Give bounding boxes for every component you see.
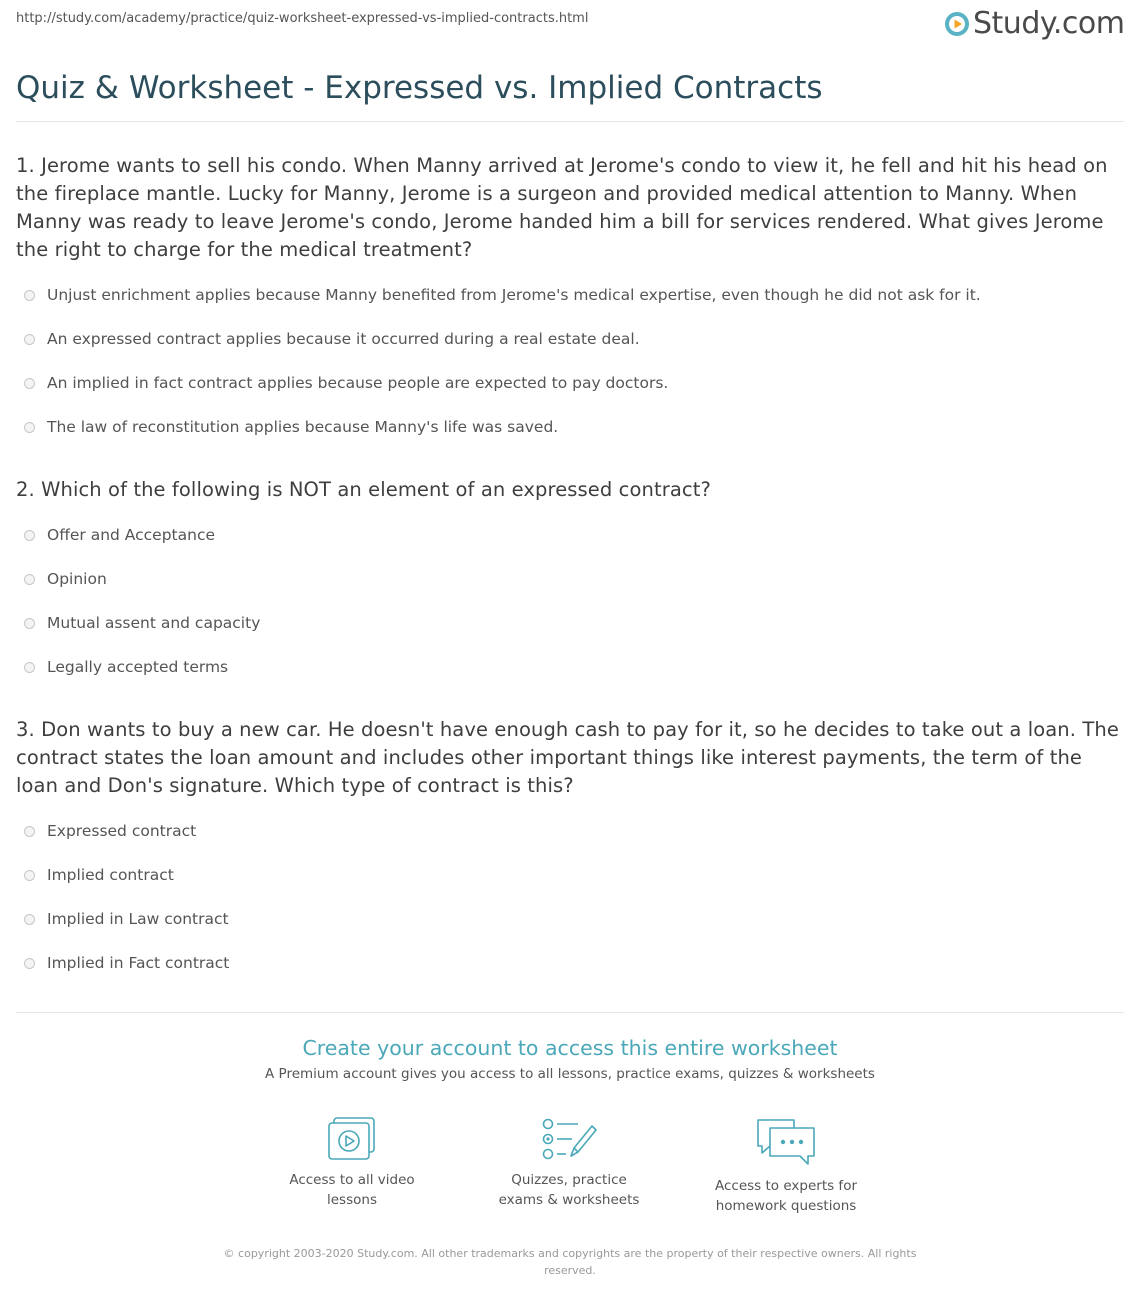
- play-logo-icon: [944, 11, 970, 37]
- radio-button[interactable]: [24, 334, 35, 345]
- chat-bubbles-icon: [754, 1116, 818, 1168]
- create-account-link[interactable]: Create your account to access this entire worksheet: [302, 1036, 838, 1060]
- radio-button[interactable]: [24, 914, 35, 925]
- page-title: Quiz & Worksheet - Expressed vs. Implied Contracts: [16, 70, 823, 106]
- cta-divider: [16, 1012, 1124, 1013]
- question-2: 2. Which of the following is NOT an element of an expressed contract?: [16, 478, 711, 501]
- quiz-checklist-icon: [540, 1116, 598, 1162]
- page-url: http://study.com/academy/practice/quiz-worksheet-expressed-vs-implied-contracts.html: [16, 11, 589, 26]
- radio-button[interactable]: [24, 826, 35, 837]
- radio-button[interactable]: [24, 662, 35, 673]
- feature-quizzes-label: Quizzes, practice exams & worksheets: [498, 1172, 640, 1208]
- title-divider: [16, 121, 1124, 122]
- copyright-notice: © copyright 2003-2020 Study.com. All other trademarks and copyrights are the property of their respective owners. All rights reserved.: [223, 1247, 917, 1277]
- feature-video-lessons: [247, 1116, 457, 1210]
- feature-video-lessons-label: Access to all video lessons: [289, 1172, 415, 1208]
- radio-button[interactable]: [24, 870, 35, 881]
- question-3: 3. Don wants to buy a new car. He doesn't have enough cash to pay for it, so he decides to take out a loan. The contract states the loan amount and includes other important things like interest payments, the term of the loan and Don's signature. Which type of contract is this?: [16, 718, 1119, 797]
- video-lessons-icon: [326, 1116, 378, 1162]
- cta-subtitle: A Premium account gives you access to all lessons, practice exams, quizzes & worksheets: [265, 1066, 875, 1082]
- feature-quizzes: [464, 1116, 674, 1210]
- feature-experts: [681, 1116, 891, 1216]
- question-1: 1. Jerome wants to sell his condo. When Manny arrived at Jerome's condo to view it, he fell and hit his head on the fireplace mantle. Lucky for Manny, Jerome is a surgeon and provided medical attention to Manny. When Manny was ready to leave Jerome's condo, Jerome handed him a bill for services rendered. What gives Jerome the right to charge for the medical treatment?: [16, 154, 1108, 261]
- radio-button[interactable]: [24, 290, 35, 301]
- radio-button[interactable]: [24, 618, 35, 629]
- worksheet-page: http://study.com/academy/practice/quiz-worksheet-expressed-vs-implied-contracts.html Study.com Quiz & Worksheet - Expressed vs. Implied Contracts 1. Jerome wants to sell his condo. When Manny arrived at Jerome's condo to view it, he fell and hit his head on the fireplace mantle. Lucky for Manny, Jerome is a surgeon and provided medical attention to Manny. When Manny was ready to leave Jerome's condo, Jerome handed him a bill for services rendered. What gives Jerome the right to charge for the medical treatment? Unjust enrichment applies because Manny benefited from Jerome's medical expertise, even though he did not ask for it. An expressed contract applies because it occurred during a real estate deal. An implied in fact contract applies because people are expected to pay doctors. The law of reconstitution applies because Manny's life was saved. 2. Which of the following is NOT an element of an expressed contract? Offer and Acceptance Opinion Mutual assent and capacity Legally accepted terms 3. Don wants to buy a new car. He doesn't have enough cash to pay for it, so he decides to take out a loan. The contract states the loan amount and includes other important things like interest payments, the term of the loan and Don's signature. Which type of contract is this? Expressed contract Implied contract Implied in Law contract Implied in Fact contract Create your account to access this entire worksheet A Premium account gives you access to all lessons, practice exams, quizzes & worksheets Access to all video lessons Quizzes, practice exams & worksheets Access to experts for homework questions © copyright 2003-2020 Study.com. All other trademarks and copyrights are the property of their respective owners. All rights reserved.: [0, 0, 1140, 1309]
- study-logo[interactable]: [944, 6, 1124, 42]
- radio-button[interactable]: [24, 530, 35, 541]
- logo-text: Study.com: [973, 6, 1125, 41]
- radio-button[interactable]: [24, 422, 35, 433]
- radio-button[interactable]: [24, 378, 35, 389]
- feature-experts-label: Access to experts for homework questions: [714, 1178, 857, 1214]
- radio-button[interactable]: [24, 958, 35, 969]
- radio-button[interactable]: [24, 574, 35, 585]
